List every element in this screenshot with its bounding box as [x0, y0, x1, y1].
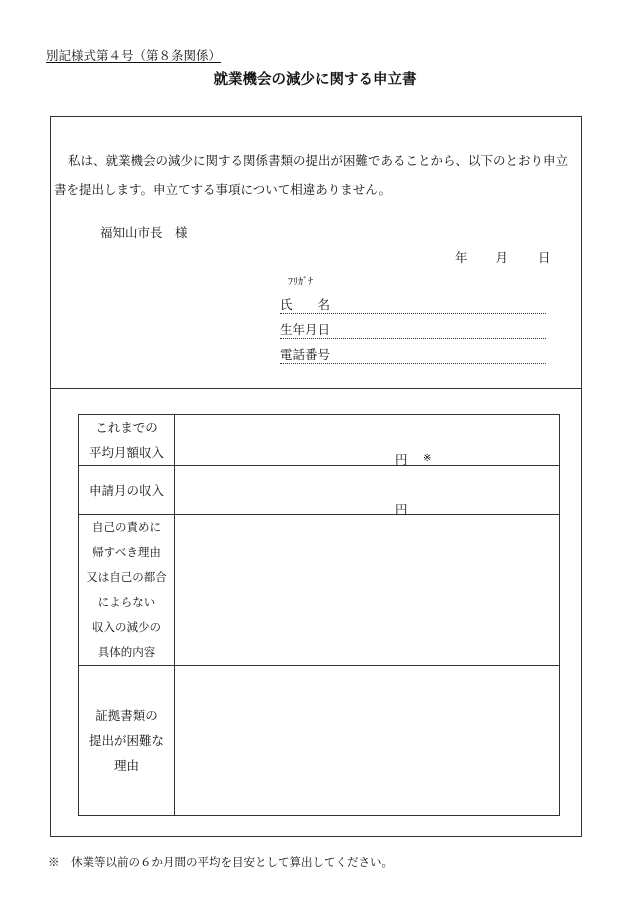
reason-detail-line: 収入の減少の: [92, 620, 161, 634]
evidence-reason-line: 理由: [113, 758, 139, 773]
date-line: [455, 248, 551, 266]
evidence-reason-line: 証拠書類の: [95, 708, 158, 723]
month-income-input[interactable]: [175, 466, 560, 515]
form-number: 別記様式第４号（第８条関係）: [46, 48, 222, 63]
footnote: ※ 休業等以前の６か月間の平均を目安として算出してください。: [48, 855, 393, 869]
table-row: [79, 515, 560, 666]
birthdate-field[interactable]: [280, 322, 546, 339]
reason-detail-line: によらない: [97, 595, 156, 609]
phone-label: 電話番号: [280, 347, 331, 362]
document-title: 就業機会の減少に関する申立書: [213, 72, 417, 88]
avg-income-unit: 円: [395, 452, 408, 467]
avg-income-label-line2: 平均月額収入: [88, 445, 164, 460]
addressee: 福知山市長 様: [100, 225, 188, 240]
month-income-label: 申請月の収入: [88, 482, 164, 498]
evidence-reason-header: [79, 666, 175, 816]
date-day-label: 日: [538, 250, 551, 265]
phone-field[interactable]: [280, 347, 546, 364]
avg-income-input[interactable]: [175, 415, 560, 466]
reason-detail-line: 帰すべき理由: [92, 545, 161, 559]
income-detail-table: [78, 414, 560, 816]
avg-income-header: [79, 415, 175, 466]
reason-detail-line: 又は自己の都合: [86, 570, 167, 584]
avg-income-label-line1: これまでの: [95, 420, 158, 435]
table-row: [79, 666, 560, 816]
section-divider: [50, 388, 582, 389]
declaration-text: 私は、就業機会の減少に関する関係書類の提出が困難であることから、以下のとおり申立書を提出します。申立てする事項について相違ありません。: [54, 153, 569, 197]
reason-detail-line: 自己の責めに: [92, 520, 161, 534]
date-year-label: 年: [455, 250, 468, 265]
name-label: 氏 名: [280, 297, 331, 312]
evidence-reason-input[interactable]: [175, 666, 560, 816]
month-income-header: [79, 466, 175, 515]
name-field[interactable]: [280, 297, 546, 314]
evidence-reason-line: 提出が困難な: [88, 733, 164, 748]
birthdate-label: 生年月日: [280, 322, 331, 337]
month-income-unit: 円: [395, 502, 408, 517]
furigana-label: ﾌﾘｶﾞﾅ: [288, 277, 313, 288]
reason-detail-input[interactable]: [175, 515, 560, 666]
date-month-label: 月: [495, 250, 509, 265]
reason-detail-header: [79, 515, 175, 666]
reason-detail-line: 具体的内容: [97, 645, 156, 659]
table-row: [79, 415, 560, 466]
avg-income-note-mark: ※: [423, 453, 432, 464]
table-row: [79, 466, 560, 515]
